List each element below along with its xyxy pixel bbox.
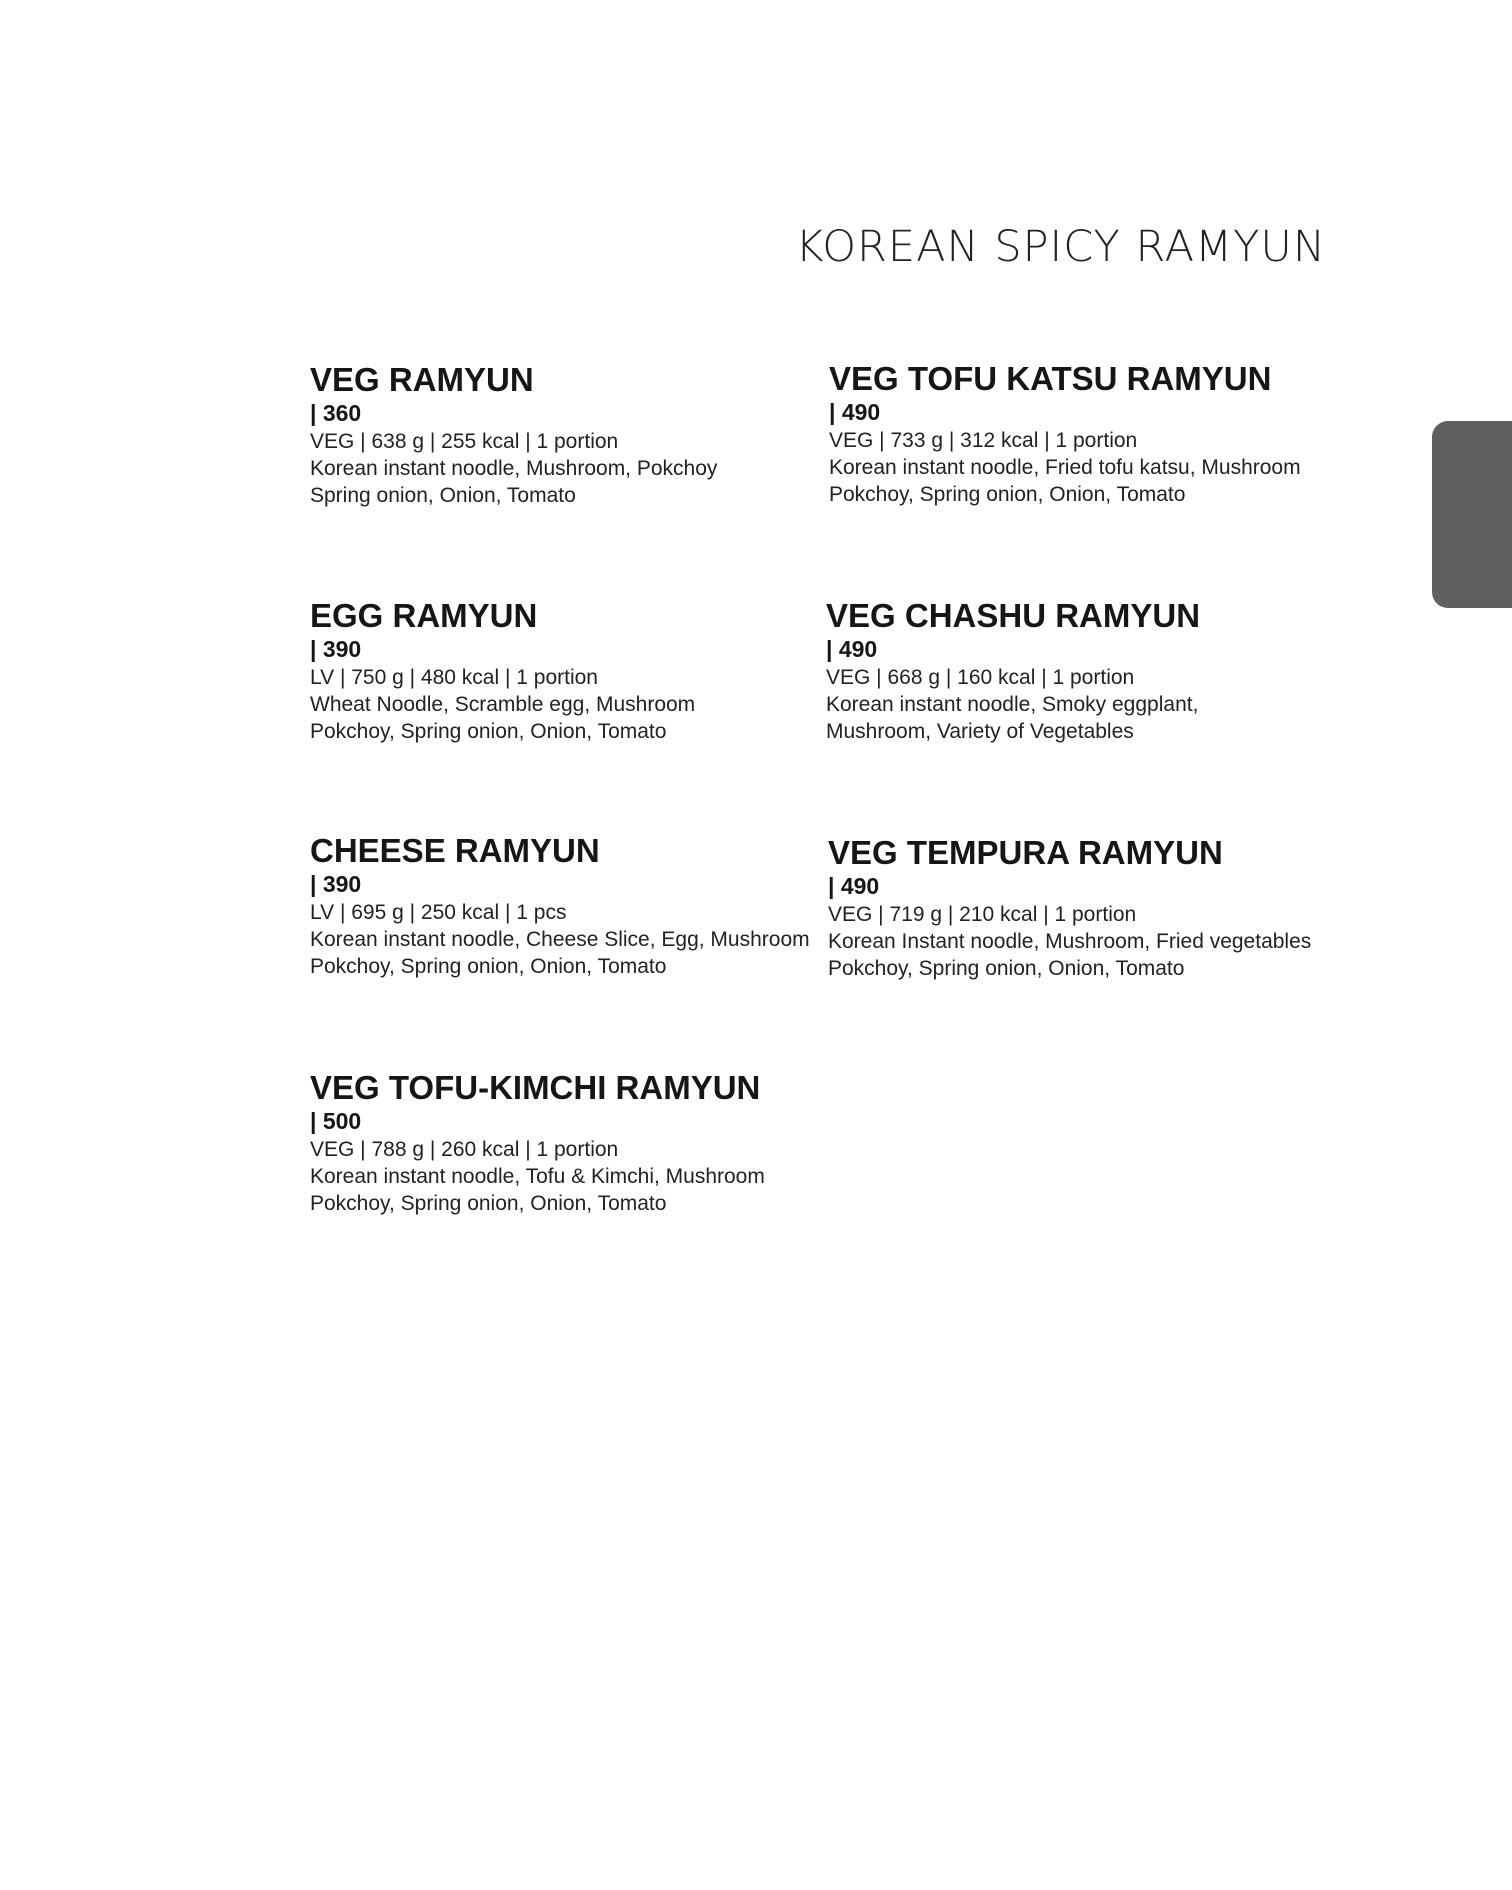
menu-item-egg-ramyun [310,597,830,745]
item-info: VEG | 719 g | 210 kcal | 1 portion [828,903,1137,926]
menu-item-veg-tempura-ramyun [828,834,1348,982]
item-price: | 390 [310,871,362,897]
item-info: VEG | 788 g | 260 kcal | 1 portion [310,1138,619,1161]
item-ingredients: Korean instant noodle, Tofu & Kimchi, Mushroom [310,1165,765,1188]
item-ingredients: Korean instant noodle, Cheese Slice, Egg, Mushroom [310,928,810,951]
menu-item-veg-chashu-ramyun [826,597,1346,745]
item-ingredients: Pokchoy, Spring onion, Onion, Tomato [828,957,1185,980]
item-ingredients: Pokchoy, Spring onion, Onion, Tomato [310,955,667,978]
item-ingredients: Mushroom, Variety of Vegetables [826,720,1134,743]
item-ingredients: Spring onion, Onion, Tomato [310,484,576,507]
item-info: VEG | 638 g | 255 kcal | 1 portion [310,430,619,453]
menu-item-cheese-ramyun [310,832,830,980]
item-name: VEG TOFU-KIMCHI RAMYUN [310,1069,761,1106]
item-price: | 490 [829,399,881,425]
item-info: VEG | 733 g | 312 kcal | 1 portion [829,429,1138,452]
item-ingredients: Pokchoy, Spring onion, Onion, Tomato [310,720,667,743]
item-price: | 490 [826,636,878,662]
item-price: | 360 [310,400,362,426]
item-ingredients: Korean instant noodle, Fried tofu katsu, Mushroom [829,456,1301,479]
section-title: KOREAN SPICY RAMYUN [795,222,1326,272]
item-price: | 390 [310,636,362,662]
item-info: LV | 695 g | 250 kcal | 1 pcs [310,901,567,924]
item-name: VEG TEMPURA RAMYUN [828,834,1223,871]
item-name: EGG RAMYUN [310,597,538,634]
item-ingredients: Wheat Noodle, Scramble egg, Mushroom [310,693,696,716]
menu-item-veg-ramyun [310,361,830,509]
item-info: VEG | 668 g | 160 kcal | 1 portion [826,666,1135,689]
item-ingredients: Korean instant noodle, Smoky eggplant, [826,693,1199,716]
item-name: VEG CHASHU RAMYUN [826,597,1201,634]
item-name: CHEESE RAMYUN [310,832,600,869]
item-info: LV | 750 g | 480 kcal | 1 portion [310,666,598,689]
menu-item-veg-tofu-kimchi-ramyun [310,1069,830,1217]
item-name: VEG RAMYUN [310,361,534,398]
item-ingredients: Korean Instant noodle, Mushroom, Fried vegetables [828,930,1312,953]
section-tab[interactable] [1432,421,1512,608]
menu-item-veg-tofu-katsu-ramyun [829,360,1349,508]
item-ingredients: Pokchoy, Spring onion, Onion, Tomato [310,1192,667,1215]
item-name: VEG TOFU KATSU RAMYUN [829,360,1272,397]
item-ingredients: Korean instant noodle, Mushroom, Pokchoy [310,457,718,480]
item-price: | 490 [828,873,880,899]
item-price: | 500 [310,1108,362,1134]
item-ingredients: Pokchoy, Spring onion, Onion, Tomato [829,483,1186,506]
